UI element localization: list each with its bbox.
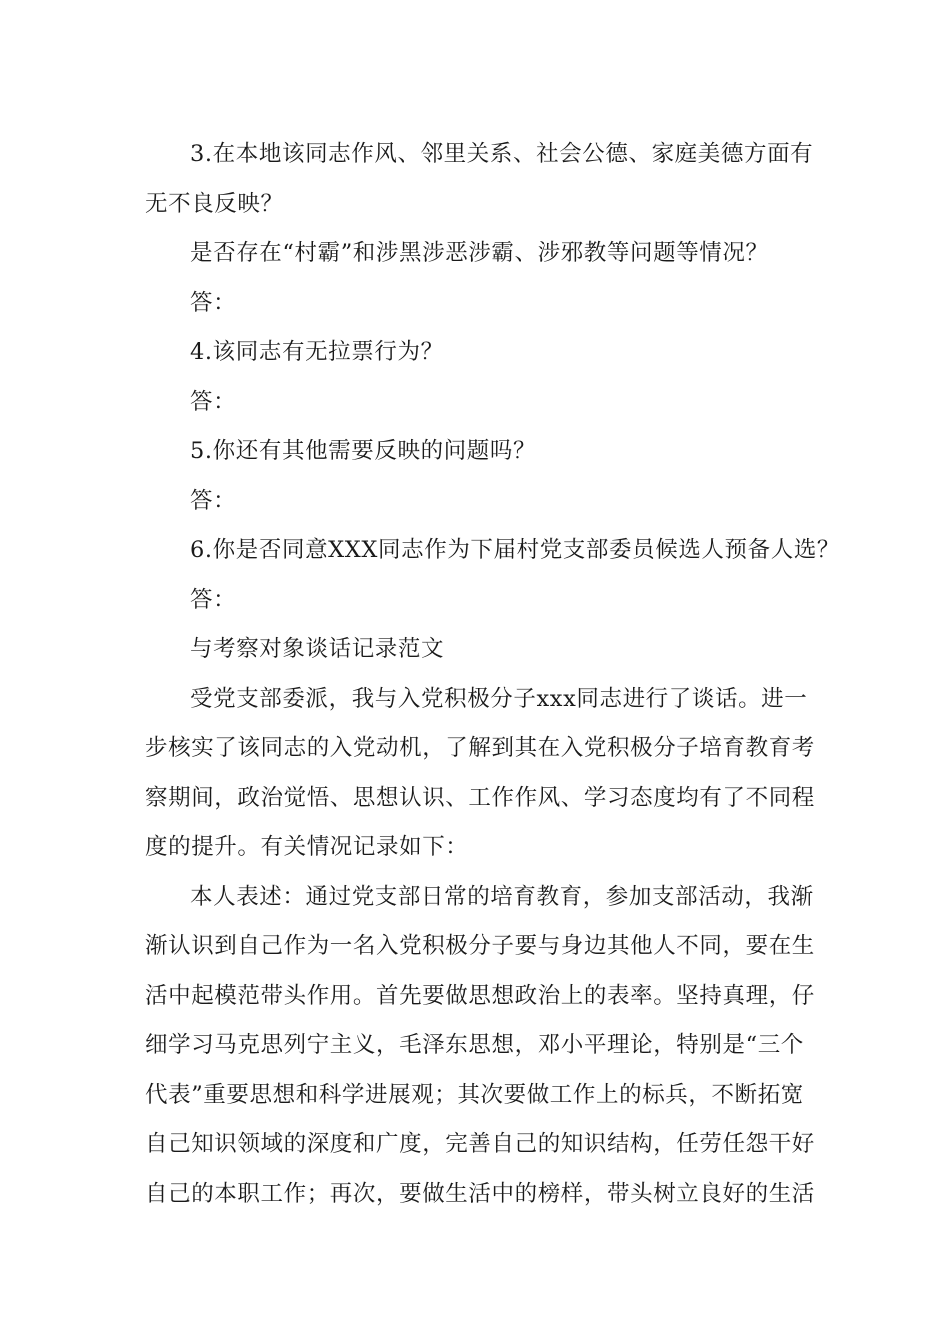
paragraph-1-line-4: 度的提升。有关情况记录如下：: [145, 834, 469, 860]
paragraph-2-line-4: 细学习马克思列宁主义，毛泽东思想，邓小平理论，特别是“三个: [145, 1032, 804, 1058]
paragraph-2-line-2: 渐认识到自己作为一名入党积极分子要与身边其他人不同，要在生: [145, 933, 815, 959]
paragraph-2-line-7: 自己的本职工作；再次，要做生活中的榜样，带头树立良好的生活: [145, 1180, 815, 1207]
paragraph-2-line-6: 自己知识领域的深度和广度，完善自己的知识结构，任劳任怨干好: [145, 1131, 815, 1157]
question-5: 5.你还有其他需要反映的问题吗？: [190, 438, 537, 464]
answer-3: 答：: [190, 289, 237, 316]
paragraph-2-line-1: 本人表述：通过党支部日常的培育教育，参加支部活动，我渐: [190, 883, 814, 910]
paragraph-1-line-1: 受党支部委派，我与入党积极分子xxx同志进行了谈话。进一: [190, 685, 808, 712]
paragraph-1-line-2: 步核实了该同志的入党动机，了解到其在入党积极分子培育教育考: [145, 735, 815, 761]
answer-5: 答：: [190, 487, 237, 514]
question-6: 6.你是否同意XXX同志作为下届村党支部委员候选人预备人选？: [190, 537, 841, 563]
question-3-line-1: 3.在本地该同志作风、邻里关系、社会公德、家庭美德方面有: [190, 141, 814, 167]
paragraph-2-line-5: 代表”重要思想和科学进展观；其次要做工作上的标兵，不断拓宽: [145, 1081, 804, 1108]
question-3-line-2: 无不良反映？: [145, 190, 284, 217]
answer-6: 答：: [190, 586, 237, 613]
paragraph-2-line-3: 活中起模范带头作用。首先要做思想政治上的表率。坚持真理，仔: [145, 982, 815, 1009]
paragraph-1-line-3: 察期间，政治觉悟、思想认识、工作作风、学习态度均有了不同程: [145, 784, 815, 811]
question-3-line-3: 是否存在“村霸”和涉黑涉恶涉霸、涉邪教等问题等情况？: [190, 240, 769, 266]
question-4: 4.该同志有无拉票行为？: [190, 339, 444, 365]
document-body: [145, 130, 841, 1219]
section-heading: 与考察对象谈话记录范文: [190, 636, 445, 662]
answer-4: 答：: [190, 388, 237, 415]
